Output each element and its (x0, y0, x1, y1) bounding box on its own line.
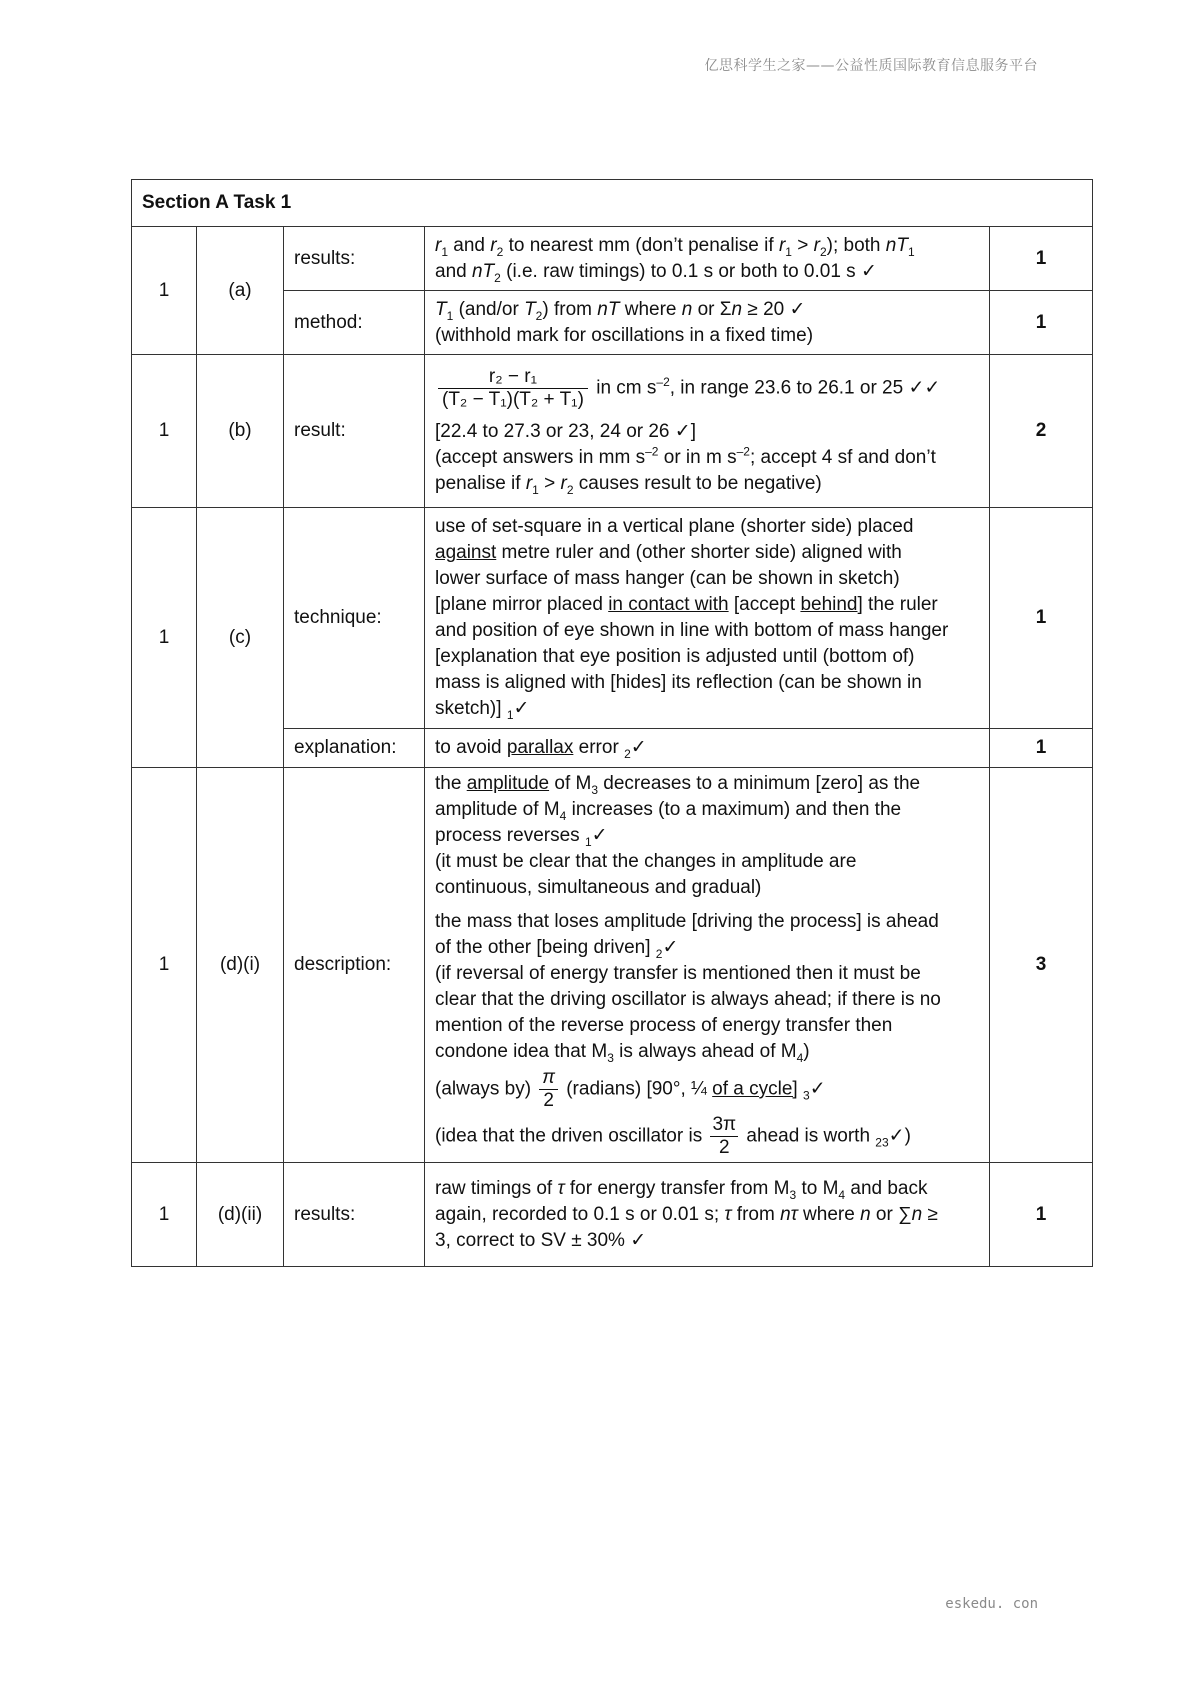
answer-text: use of set-square in a vertical plane (shorter side) placed against metre ruler and (other shorter side) aligned with lower surface of mass hanger (can be shown in sketch) [plane mirror placed in contact with [accept behind] the ruler and position of eye shown in line with bottom of mass hanger [explanation that eye position is adjusted until (bottom of) mass is aligned with [hides] its reflection (can be shown in sketch)] $_1$✓ (425, 508, 990, 729)
section-title: Section A Task 1 (132, 180, 1093, 227)
question-number: 1 (132, 227, 197, 355)
answer-text: the amplitude of $M_3$ decreases to a minimum [zero] as the amplitude of $M_4$ increases (to a maximum) and then the process reverses $_1$✓ (it must be clear that the changes in amplitude are continuous, simultaneous and gradual) the mass that loses amplitude [driving the process] is ahead of the other [being driven] $_2$✓ (if reversal of energy transfer is mentioned then it must be clear that the driving oscillator is always ahead; if there is no mention of the reverse process of energy transfer then condone idea that $M_3$ is always ahead of $M_4$) (always by) $\frac{\pi}{2}$ (radians) [90°, ¼ of a cycle] $_3$✓ (idea that the driven oscillator is $\frac{3\pi}{2}$ ahead is worth $_{23}$✓) (425, 768, 990, 1163)
mark-value: 3 (990, 768, 1093, 1163)
mark-value: 1 (990, 508, 1093, 729)
var-r: $r_1$ (435, 234, 449, 259)
question-part: (a) (197, 227, 284, 355)
mark-scheme-table (131, 179, 1093, 1267)
question-number: 1 (132, 355, 197, 508)
row-label: explanation: (284, 729, 425, 768)
mark-value: 2 (990, 355, 1093, 508)
mark-value: 1 (990, 227, 1093, 291)
row-label: description: (284, 768, 425, 1163)
row-label: method: (284, 291, 425, 355)
header-text: 亿思科学生之家——公益性质国际教育信息服务平台 (704, 58, 1038, 74)
mark-value: 1 (990, 291, 1093, 355)
three-pi-over-2-fraction: $\frac{3\pi}{2}$ (712, 1114, 737, 1158)
question-number: 1 (132, 508, 197, 768)
question-part: (c) (197, 508, 284, 768)
question-part: (d)(i) (197, 768, 284, 1163)
question-number: 1 (132, 768, 197, 1163)
answer-text: $r_1$ and $r_2$ to nearest mm (don’t penalise if $r_1 > r_2$); both $nT_1$ and $nT_2$ (i.e. raw timings) to 0.1 s or both to 0.01 s ✓ (425, 227, 990, 291)
footer-text: eskedu. con (945, 1596, 1038, 1612)
pi-over-2-fraction: $\frac{\pi}{2}$ (539, 1067, 558, 1112)
mark-value: 1 (990, 729, 1093, 768)
answer-text: raw timings of τ for energy transfer from $M_3$ to $M_4$ and back again, recorded to 0.1 s or 0.01 s; τ from nτ where n or ∑n ≥ 3, correct to SV ± 30% ✓ (425, 1163, 990, 1267)
answer-text: $\frac{\text{r₂ − r₁}}{\text{(T₂ − T₁)(T₂ + T₁)}}$ in cm $s^{-2}$, in range 23.6 to 26.1 or 25 ✓✓ [22.4 to 27.3 or 23, 24 or 26 ✓] (accept answers in mm $s^{-2}$ or in m $s^{-2}$; accept 4 sf and don’t penalise if $r_1 > r_2$ causes result to be negative) (425, 355, 990, 508)
row-label: results: (284, 1163, 425, 1267)
formula-fraction: $\frac{\text{r₂ − r₁}}{\text{(T₂ − T₁)(T₂ + T₁)}}$ (438, 366, 588, 411)
question-part: (b) (197, 355, 284, 508)
answer-text: $T_1$ (and/or $T_2$) from nT where n or Σn ≥ 20 ✓ (withhold mark for oscillations in a fixed time) (425, 291, 990, 355)
row-label: result: (284, 355, 425, 508)
question-number: 1 (132, 1163, 197, 1267)
answer-text: to avoid parallax error $_2$✓ (425, 729, 990, 768)
row-label: technique: (284, 508, 425, 729)
question-part: (d)(ii) (197, 1163, 284, 1267)
mark-value: 1 (990, 1163, 1093, 1267)
row-label: results: (284, 227, 425, 291)
